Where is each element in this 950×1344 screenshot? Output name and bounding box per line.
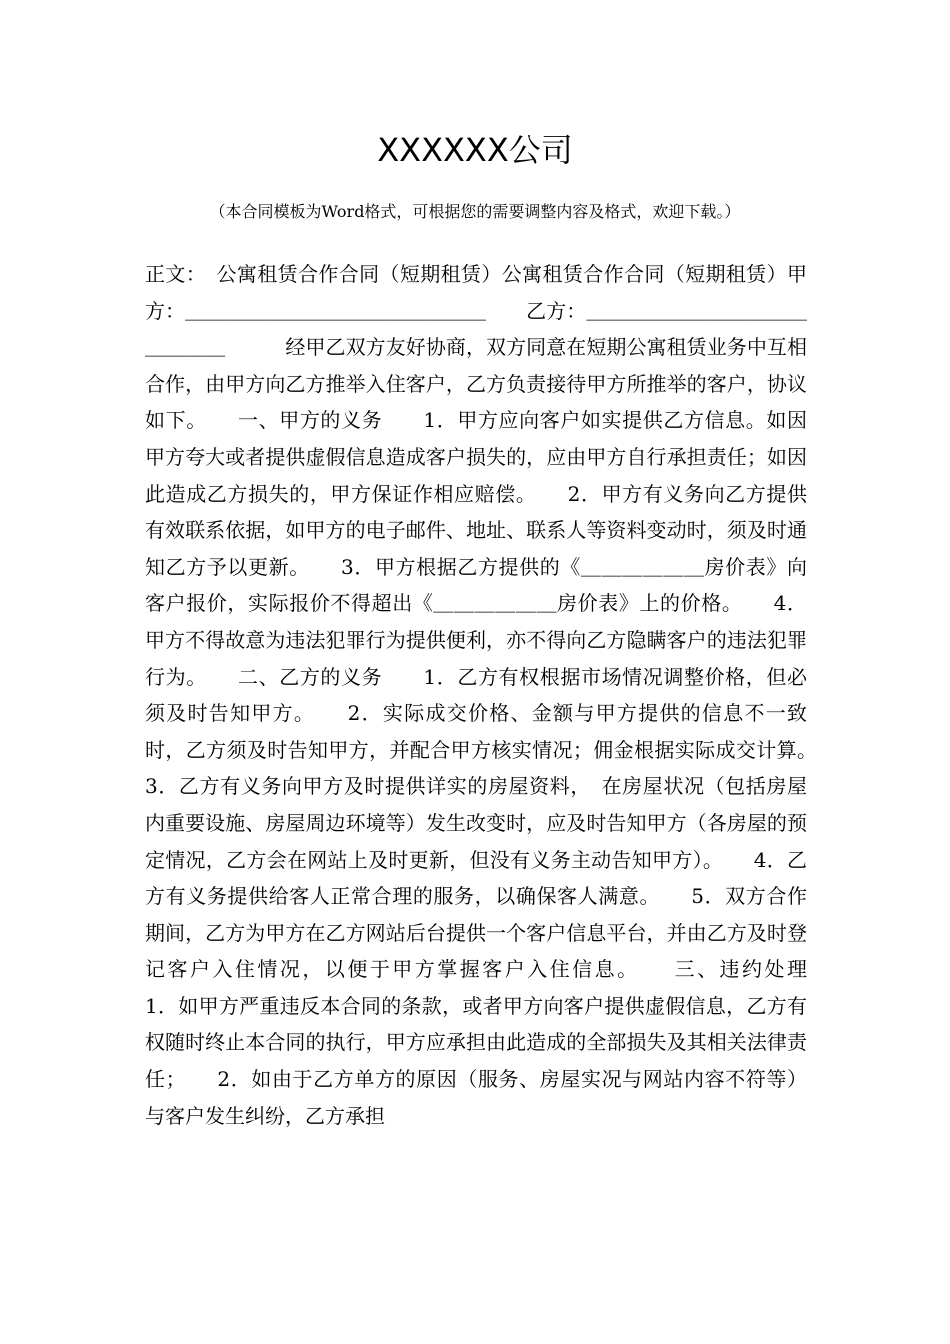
contract-body-text: 正文： 公寓租赁合作合同（短期租赁）公寓租赁合作合同（短期租赁）甲方：＿＿＿＿＿＿＿＿＿＿＿＿＿＿＿ 乙方：＿＿＿＿＿＿＿＿＿＿＿＿＿＿＿ 经甲乙双方友好协商，双方同意在短期公寓租赁业务中互相合作，由甲方向乙方推举入住客户，乙方负责接待甲方所推举的客户，协议如下。 一、甲方的义务 1．甲方应向客户如实提供乙方信息。如因甲方夸大或者提供虚假信息造成客户损失的，应由甲方自行承担责任；如因此造成乙方损失的，甲方保证作相应赔偿。 2．甲方有义务向乙方提供有效联系依据，如甲方的电子邮件、地址、联系人等资料变动时，须及时通知乙方予以更新。 3．甲方根据乙方提供的《＿＿＿＿＿＿房价表》向客户报价，实际报价不得超出《＿＿＿＿＿＿房价表》上的价格。 4．甲方不得故意为违法犯罪行为提供便利，亦不得向乙方隐瞒客户的违法犯罪行为。 二、乙方的义务 1．乙方有权根据市场情况调整价格，但必须及时告知甲方。 2．实际成交价格、金额与甲方提供的信息不一致时，乙方须及时告知甲方，并配合甲方核实情况；佣金根据实际成交计算。 3．乙方有义务向甲方及时提供详实的房屋资料， 在房屋状况（包括房屋内重要设施、房屋周边环境等）发生改变时，应及时告知甲方（各房屋的预定情况，乙方会在网站上及时更新，但没有义务主动告知甲方）。 4．乙方有义务提供给客人正常合理的服务，以确保客人满意。 5．双方合作期间，乙方为甲方在乙方网站后台提供一个客户信息平台，并由乙方及时登记客户入住情况，以便于甲方掌握客户入住信息。 三、违约处理 1．如甲方严重违反本合同的条款，或者甲方向客户提供虚假信息，乙方有权随时终止本合同的执行，甲方应承担由此造成的全部损失及其相关法律责任； 2．如由于乙方单方的原因（服务、房屋实况与网站内容不符等）与客户发生纠纷，乙方承担 <box>145 262 847 1128</box>
document-title: XXXXXX公司 <box>377 131 573 169</box>
template-note: （本合同模板为Word格式，可根据您的需要调整内容及格式，欢迎下载。） <box>209 202 741 221</box>
